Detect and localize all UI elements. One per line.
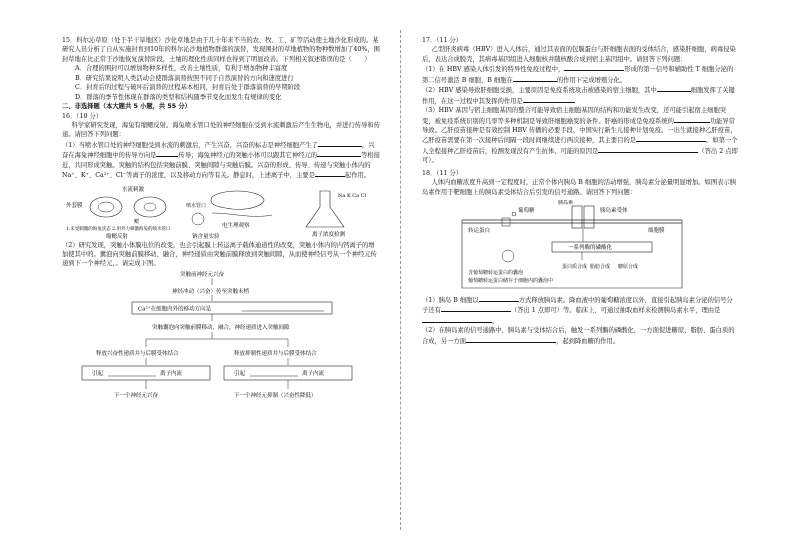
left-column <box>62 36 380 417</box>
fig-caption-right: 钠含量实验 <box>192 233 220 240</box>
answer-blank[interactable] <box>674 116 710 123</box>
flow-chart <box>62 269 380 417</box>
column-divider <box>400 30 401 530</box>
fig-caption-left: 缩鳃反射 <box>106 233 129 240</box>
diagram-transporter: 转运蛋白 <box>468 228 491 234</box>
q16-figure-svg <box>62 183 380 241</box>
flow-n5-left-b: 离子内流 <box>160 370 183 377</box>
sea-hare-1-gill <box>98 202 114 212</box>
answer-blank[interactable] <box>598 146 698 153</box>
answer-blank[interactable] <box>636 135 706 142</box>
q17-part3: （3）HBV 基因与宿主细胞基因的整合可能导致宿主细胞基因的结构和功能发生改变，还可能引起宿主细胞突变，被免疫系统识别的几率等多种机制是导致肝细胞癌变的条件。肝癌的形成是免疫系统的 功能异常导致。乙肝疫苗接种是有效控制 HBV 传播的必要手段，中国实行新生儿接种计划免疫。一出生就接种乙肝疫苗，乙肝疫苗需要在第一次接种后间隔一段时间继续进行两次接种，其主要目的是 。如第一个人全程接种乙肝疫苗后，检测发现没有产生抗体，可能的原因是 （答出 2 点即可）。 <box>422 107 738 165</box>
sea-hare-2-gill <box>144 203 156 211</box>
insulin-diagram <box>422 200 738 292</box>
answer-blank[interactable] <box>479 295 519 302</box>
diagram-glucose: 葡萄糖 <box>518 208 535 214</box>
answer-blank[interactable] <box>523 96 575 103</box>
flow-n3: 突触囊泡向突触前膜移动，融合，神经递质进入突触间隙 <box>152 324 290 331</box>
fig-label-tube: 喷水管口 <box>186 202 207 209</box>
sea-hare-1 <box>90 197 122 217</box>
q16-part2: （2）研究发现，突触小体膜电位的改变，也会引起膜上转运离子载体通道性的改变，突触小体内的内钙离子的增加使其中的。囊泡向突触前膜移动、融合，神经递质由突触前膜释放到突触间隙，从而使神经信号从一个神经元传递到下一个神经元，。请完成下图。 <box>62 241 377 268</box>
flow-n5-right-b: 离子内流 <box>302 370 325 377</box>
q15-option-b: B．研究结果说明人类活动会使群落演替按照不同于自然演替的方向和速度进行 <box>75 74 294 82</box>
diagram-cascade: 一系列酶的磷酸化 <box>568 245 613 251</box>
answer-blank[interactable] <box>315 170 345 177</box>
q17-part1: （1）在 HBV 感染人体引发的特异性免疫过程中， 形成的第一信号和辅助性 T 细胞分泌的第二信号激活 B 细胞，B 细胞在 的作用下完成增殖分化。 <box>422 66 734 84</box>
flow-n5-right-a: 引起 <box>234 370 246 377</box>
q16-intro: 科学家研究发现，海兔有缩鳃反射。海兔喷水管口处的神经细胞在受到水流刺激后产生生物电，并进行传导和传递。请回答下列问题： <box>62 121 380 139</box>
flow-n5-left-a: 引起 <box>92 370 104 377</box>
receptor-icon <box>572 206 582 228</box>
electrophysiology-shape <box>211 191 264 209</box>
glucose-icon <box>512 212 516 216</box>
fig-label-mantle: 外套膜 <box>66 202 83 209</box>
diagram-protein: 蛋白质合成 <box>562 264 588 270</box>
q16-header: 16．（10 分） <box>62 112 103 120</box>
flow-n2: Ca²⁺在细胞内外的移动方向是 <box>138 306 212 313</box>
section-header: 二、非选择题（本大题共 5 小题，共 55 分） <box>62 103 191 111</box>
answer-blank[interactable] <box>564 64 624 71</box>
diagram-glycogen: 糖原合成 <box>618 264 639 270</box>
answer-blank[interactable] <box>441 305 511 312</box>
q18-header: 18．（11 分） <box>422 169 463 177</box>
diagram-membrane: 细胞膜 <box>648 228 665 234</box>
q15-option-a: A．合理的围封可以增加物种多样性，改善土壤性质，有利于增加物种丰富度 <box>75 65 288 73</box>
flow-chart-svg <box>62 269 380 417</box>
fig-label-water: 水流刺激 <box>122 186 145 193</box>
answer-blank[interactable] <box>318 140 362 147</box>
q15-option-c: C．封育后的过程与破坏后演替的过程基本相同，封育后处于群落演替的早期阶段 <box>75 84 301 92</box>
fig-label-gill: 鳃 <box>134 218 140 225</box>
flow-n6-left: 下一个神经元兴奋 <box>114 392 159 399</box>
fig-sea-hare-caption: 1.未受刺激的海兔状态 2.用外力刺激海兔的喷水管口 <box>66 226 171 232</box>
fig-label-ions: Na K Ca Cl <box>338 192 367 199</box>
diagram-insulin: 胰岛素 <box>558 200 574 206</box>
flow-n4-right: 释放抑制性递质并与后膜受体结合 <box>234 350 317 357</box>
answer-blank[interactable] <box>657 85 691 92</box>
q18-intro: 人体内血糖浓度升高到一定程度时，正常个体内胰岛 B 细胞的活动增强，胰岛素分泌量明显增加。如图表示胰岛素作用于靶细胞上的胰岛素受体结合后引发的信号通路。请回答下列问题： <box>422 179 737 196</box>
q16-figure <box>62 183 380 241</box>
receptor-icon <box>584 206 594 228</box>
flow-n1: 神经冲动（兴奋）传至突触末梢 <box>172 288 250 295</box>
diagram-vesicle: 含葡萄糖转运蛋白的囊泡 <box>468 270 524 276</box>
diagram-vesicle2: 葡萄糖转运蛋白储存于细胞内的囊泡中 <box>468 278 554 284</box>
fig-label-electrode: 电生理观察 <box>222 222 250 229</box>
answer-blank[interactable] <box>466 336 556 343</box>
q18-part2: （2）在胰岛素的信号通路中，胰岛素与受体结合后，触发一系列酶的磷酸化，一方面促进糖原、脂肪、蛋白质的合成，另一方面 ，起到降血糖的作用。 <box>422 327 735 345</box>
q15-stem: 15．科尔沁草原（处于半干旱地区）沙化草地是由于几十年来不当的农、牧、工、矿等活动使土地沙化形成的。某研究人员分析了自从实施封育到10年的科尔沁沙地植物群落的演替，发现围封的草地植物的物种数增加了40%，围封草地在比正常于沙地恢复演替阶段，土壤的理化性质同样也得到了明显改善。下列相关叙述错误的是（ ） <box>62 37 380 63</box>
vesicle-icon <box>502 250 514 262</box>
answer-blank[interactable] <box>513 75 557 82</box>
q18-part1: （1）胰岛 B 细胞以 方式释放胰岛素。降血液中的葡萄糖浓度以外，直接引起胰岛素分泌的信号分子还有 （答出 1 点即可）等。临床上，可通过抽取血样来检测胰岛素水平，理由是。 <box>422 297 733 325</box>
answer-blank[interactable] <box>317 150 361 157</box>
insulin-diagram-svg <box>422 200 738 292</box>
electrode-bulb <box>192 213 204 225</box>
electrode-wire <box>212 213 272 216</box>
flow-n4-left: 释放兴奋性递质并与后膜受体结合 <box>96 350 179 357</box>
sea-hare-2 <box>134 197 166 217</box>
right-column <box>422 36 738 346</box>
diagram-receptor: 胰岛素受体 <box>600 208 628 214</box>
answer-blank[interactable] <box>156 150 178 157</box>
answer-blank[interactable] <box>422 316 492 323</box>
diagram-fat: 脂肪合成 <box>590 264 611 270</box>
q16-part1: （1）当喷水管口处的神经细胞受到水流的刺激后，产生兴奋，兴奋的标志是神经细胞产生了 ，兴奋在海兔神经细胞中的传导方向是 传导；海兔神经元的突触小体可以跟其它神经元的 等相接近，共同形成突触。突触的结构包括突触前膜、突触间隙与突触后膜。兴奋的形成、传导、传递与突触小体内的Na⁺、K⁺、Ca²⁺、Cl⁻等离子的浓度，以及移动方向等有关。静息时，上述离子中，主要是 起作用。 <box>62 141 380 180</box>
q17-part2: （2）HBV 感染导致肝细胞受损，主要原因是免疫系统攻击被感染的宿主细胞，其中 细胞发挥了关键作用，在这一过程中其发挥的作用是 <box>422 87 735 105</box>
flow-n6-right: 下一个神经元抑制（兴奋性降低） <box>234 392 317 399</box>
q15-option-d: D．群落的季节性体现在群落的类型和结构随季节变化而发生有规律的变化 <box>75 93 282 101</box>
q17-header: 17．（11 分） <box>422 37 463 44</box>
q17-intro: 乙型肝炎病毒（HBV）进入人体后，通过其表面的包膜蛋白与肝细胞表面的受体结合，感染肝细胞，病毒侵染后，表达合成脱壳，其病毒基因组进入细胞核并随核酸合成到宿主基因组中。请回答下列问题： <box>422 46 736 63</box>
transporter-icon <box>502 218 510 226</box>
fig-label-ion-caption: 离子浓度检测 <box>312 231 346 238</box>
flow-top: 突触前神经元兴奋 <box>180 271 225 278</box>
